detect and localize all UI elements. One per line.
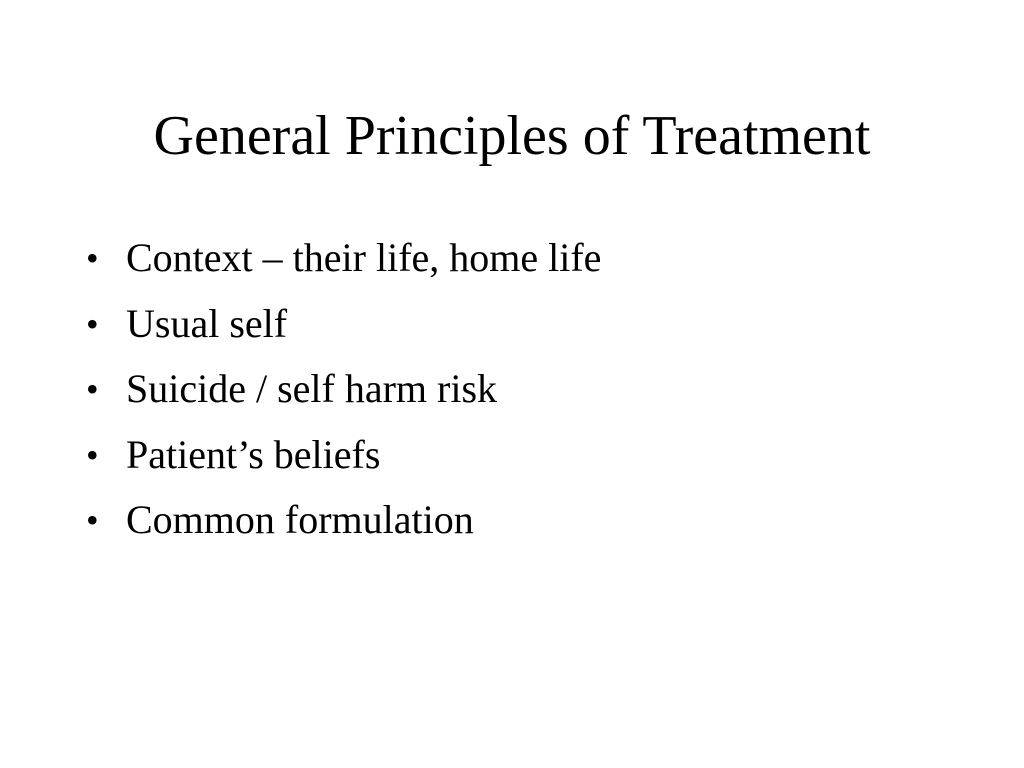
bullet-icon: • bbox=[86, 238, 99, 278]
slide-title: General Principles of Treatment bbox=[153, 105, 871, 167]
bullet-icon: • bbox=[86, 303, 99, 344]
bullet-icon: • bbox=[86, 434, 99, 475]
bullet-icon: • bbox=[86, 500, 99, 540]
bullet-icon: • bbox=[86, 369, 99, 409]
bullet-text: Suicide / self harm risk bbox=[126, 366, 498, 411]
bullet-text: Usual self bbox=[126, 300, 288, 346]
bullet-text: Patient’s beliefs bbox=[126, 431, 381, 477]
bullet-text: Context – their life, home life bbox=[126, 235, 602, 280]
bullet-text: Common formulation bbox=[126, 497, 474, 542]
